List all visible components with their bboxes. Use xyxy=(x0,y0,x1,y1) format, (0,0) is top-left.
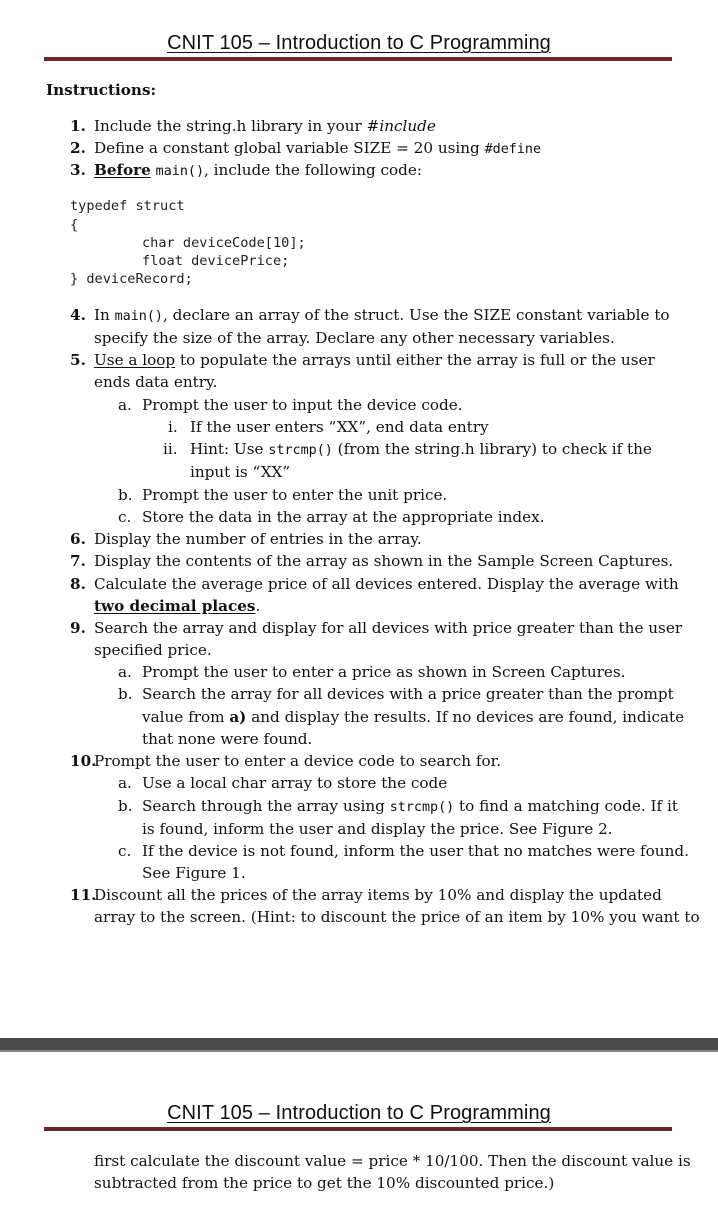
step-number: 10. xyxy=(70,752,97,770)
header-rule xyxy=(44,57,672,61)
step-5a-i-text: If the user enters “XX”, end data entry xyxy=(190,418,489,436)
step-7-text: Display the contents of the array as shown in the Sample Screen Captures. xyxy=(94,552,674,570)
step-number: 3. xyxy=(70,161,86,179)
instructions-heading: Instructions: xyxy=(46,81,157,99)
step-9-line-2: specified price. xyxy=(94,641,212,659)
code-line: float devicePrice; xyxy=(142,253,290,269)
step-11-line-1: Discount all the prices of the array items by 10% and display the updated xyxy=(94,886,662,904)
step-5a-ii-line-2: input is “XX” xyxy=(190,463,291,481)
sub-letter: c. xyxy=(118,508,132,526)
step-8-line-1: Calculate the average price of all devices entered. Display the average with xyxy=(94,575,679,593)
page-2-line-1: first calculate the discount value = price * 10/100. Then the discount value is xyxy=(94,1152,691,1170)
page-separator xyxy=(0,1038,718,1052)
step-5a-text: Prompt the user to input the device code. xyxy=(142,396,463,414)
document-page-2 xyxy=(0,1052,718,1208)
step-3-text: Before main(), include the following code: xyxy=(94,161,422,179)
step-5b-text: Prompt the user to enter the unit price. xyxy=(142,486,448,504)
sub-letter: a. xyxy=(118,663,132,681)
step-4-line-1: In main(), declare an array of the struct. Use the SIZE constant variable to xyxy=(94,306,670,324)
sub-letter: b. xyxy=(118,486,133,504)
step-9a-text: Prompt the user to enter a price as shown in Screen Captures. xyxy=(142,663,626,681)
code-line: char deviceCode[10]; xyxy=(142,235,306,251)
step-9-line-1: Search the array and display for all devices with price greater than the user xyxy=(94,619,683,637)
step-number: 1. xyxy=(70,117,86,135)
step-number: 8. xyxy=(70,575,86,593)
step-number: 11. xyxy=(70,886,97,904)
step-number: 5. xyxy=(70,351,86,369)
step-10c-line-2: See Figure 1. xyxy=(142,864,246,882)
header-rule xyxy=(44,1127,672,1131)
code-line: { xyxy=(70,217,79,233)
sub-letter: c. xyxy=(118,842,132,860)
step-10-text: Prompt the user to enter a device code to search for. xyxy=(94,752,502,770)
step-number: 7. xyxy=(70,552,86,570)
step-5c-text: Store the data in the array at the appropriate index. xyxy=(142,508,545,526)
code-line: typedef struct xyxy=(70,198,185,214)
step-5-line-1: Use a loop to populate the arrays until either the array is full or the user xyxy=(94,351,655,369)
step-number: 9. xyxy=(70,619,86,637)
step-11-line-2: array to the screen. (Hint: to discount the price of an item by 10% you want to xyxy=(94,908,700,926)
step-6-text: Display the number of entries in the array. xyxy=(94,530,422,548)
sub-roman: ii. xyxy=(163,440,178,458)
step-10c-line-1: If the device is not found, inform the user that no matches were found. xyxy=(142,842,689,860)
step-2-text: Define a constant global variable SIZE = 20 using #define xyxy=(94,139,542,157)
sub-roman: i. xyxy=(168,418,178,436)
step-5-line-2: ends data entry. xyxy=(94,373,218,391)
step-1-text: Include the string.h library in your #include xyxy=(94,117,436,135)
step-9b-line-1: Search the array for all devices with a price greater than the prompt xyxy=(142,685,674,703)
page-2-line-2: subtracted from the price to get the 10% discounted price.) xyxy=(94,1174,555,1192)
step-10b-line-2: is found, inform the user and display the price. See Figure 2. xyxy=(142,820,613,838)
sub-letter: b. xyxy=(118,797,133,815)
page-header-title: CNIT 105 – Introduction to C Programming xyxy=(167,32,551,54)
page-header-title: CNIT 105 – Introduction to C Programming xyxy=(167,1102,551,1124)
step-8-line-2: two decimal places. xyxy=(94,597,261,615)
sub-letter: a. xyxy=(118,396,132,414)
step-9b-line-2: value from a) and display the results. If no devices are found, indicate xyxy=(142,708,685,726)
step-10a-text: Use a local char array to store the code xyxy=(142,774,448,792)
step-9b-line-3: that none were found. xyxy=(142,730,313,748)
code-line: } deviceRecord; xyxy=(70,271,193,287)
step-number: 2. xyxy=(70,139,86,157)
sub-letter: a. xyxy=(118,774,132,792)
step-4-line-2: specify the size of the array. Declare any other necessary variables. xyxy=(94,329,615,347)
step-number: 6. xyxy=(70,530,86,548)
step-5a-ii-line-1: Hint: Use strcmp() (from the string.h library) to check if the xyxy=(190,440,652,458)
sub-letter: b. xyxy=(118,685,133,703)
step-number: 4. xyxy=(70,306,86,324)
step-10b-line-1: Search through the array using strcmp() to find a matching code. If it xyxy=(142,797,678,815)
